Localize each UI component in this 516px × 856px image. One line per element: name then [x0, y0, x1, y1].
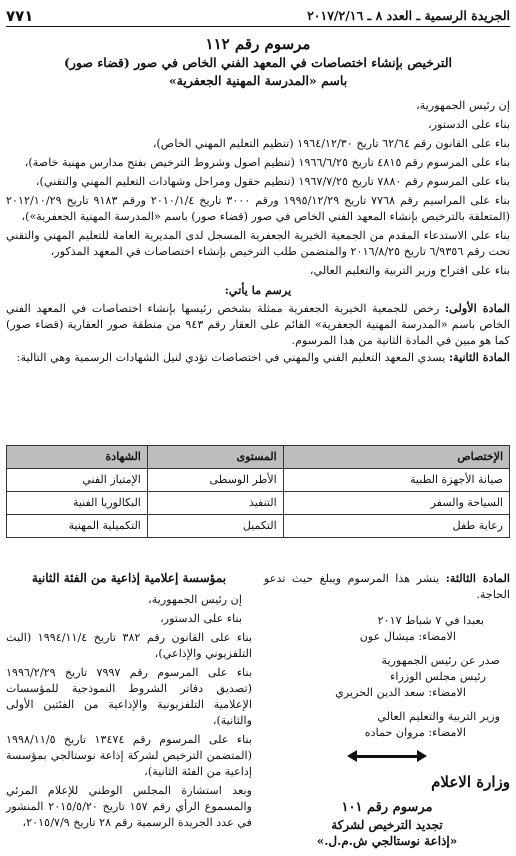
issued-by-president: صدر عن رئيس الجمهورية: [381, 654, 500, 667]
decree-101-title: تجديد الترخيص لشركة: [331, 818, 443, 832]
preamble-line: بناء على المراسيم رقم ٧٧٦٨ تاريخ ١٩٩٥/١٢/٢٩ ورقم ٣٠٠٠ تاريخ ٢٠١٠/١/٤ ورقم ٩١٨٣ تاريخ ٢٠١٢/١٠/٢٩ (المتعلقة بالترخيص بإنشاء المعهد الفني الخاص في صور (قضاء صور) باسم «المدرسة المهنية الجعفرية»)،: [6, 194, 511, 223]
table-cell: التكميل: [147, 515, 283, 538]
table-cell: الأطر الوسطى: [147, 469, 283, 492]
column-header-certificate: الشهادة: [7, 446, 148, 469]
article-3-label: المادة الثالثة:: [445, 571, 510, 585]
table-row: [7, 515, 510, 538]
divider-arrow-right: [417, 750, 427, 762]
preamble-line: وبعد استشارة المجلس الوطني للإعلام المرئي والمسموع الرأي رقم ١٥٧ تاريخ ٢٠١٥/٥/٢٠ المنشور في عدد الجريدة الرسمية رقم ٢٨ تاريخ ٢٠١٥/٧/٩،: [6, 784, 252, 829]
divider-bar: [357, 755, 417, 758]
table-header-row: [7, 446, 510, 469]
signature-minister: الامضاء: مروان حماده: [364, 726, 466, 739]
section-divider: [264, 747, 510, 765]
page-number: ٧٧١: [6, 7, 34, 25]
preamble-line: بناء على المرسوم رقم ٤٨١٥ تاريخ ١٩٦٦/٦/٢٥ (تنظيم اصول وشروط الترخيص بفتح مدارس مهنية خاصة)،: [24, 156, 510, 169]
decree-number: مرسوم رقم ١١٢: [205, 35, 311, 53]
table-cell: التكميلية المهنية: [7, 515, 148, 538]
article-1: [6, 300, 510, 349]
decree-101-title-line2: «إذاعة نوستالجي ش.م.ل.»: [316, 834, 458, 848]
decree-title-line2: باسم «المدرسة المهنية الجعفرية»: [168, 73, 348, 88]
article-3-text: ينشر هذا المرسوم ويبلغ حيث تدعو الحاجة.: [264, 572, 510, 601]
preamble-line: بناء على القانون رقم ٦٢/٦٤ تاريخ ١٩٦٤/١٢/٣٠ (تنظيم التعليم المهني الخاص)،: [152, 137, 510, 150]
decree-101-title-line3: بمؤسسة إعلامية إذاعية من الفئة الثانية: [31, 571, 227, 585]
decree-112: [6, 34, 510, 366]
table-cell: صيانة الأجهزة الطبية: [283, 469, 509, 492]
preamble-line: إن رئيس الجمهورية،: [416, 99, 510, 112]
preamble-line: بناء على اقتراح وزير التربية والتعليم العالي،: [309, 264, 510, 277]
signature-president: الامضاء: ميشال عون: [359, 630, 456, 643]
column-header-level: المستوى: [147, 446, 283, 469]
preamble-line: بناء على المرسوم رقم ٧٩٩٧ تاريخ ١٩٩٦/٢/٢٩ (تصديق دفاتر الشروط النموذجية للمؤسسات الإعلامية التلفزيونية والإذاعية من الفئتين الأولى والثانية)،: [6, 666, 252, 727]
gazette-title: الجريدة الرسمية ـ العدد ٨ ـ ٢٠١٧/٢/١٦: [307, 8, 510, 23]
table-row: [7, 469, 510, 492]
page-header: [6, 6, 510, 27]
preamble-line: بناء على المرسوم رقم ١٣٤٧٤ تاريخ ١٩٩٨/١١/٥ (المتضمن الترخيص لشركة إذاعة نوستالجي بمؤسسة إذاعية من الفئة الثانية)،: [6, 733, 252, 778]
table-row: [7, 492, 510, 515]
right-column: [264, 570, 510, 849]
left-column: [6, 570, 252, 834]
article-2-text: يسدي المعهد التعليم الفني والمهني في اختصاصات تؤدي لنيل الشهادات الرسمية وهي التالية:: [16, 351, 449, 364]
preamble-line: بناء على القانون رقم ٣٨٢ تاريخ ١٩٩٤/١١/٤ (البث التلفزيوني والإذاعي)،: [6, 631, 252, 660]
table-cell: رعاية طفل: [283, 515, 509, 538]
table-cell: البكالوريا الفنية: [7, 492, 148, 515]
column-header-specialization: الإختصاص: [283, 446, 509, 469]
table-cell: الإمتياز الفني: [7, 469, 148, 492]
specializations-table: [6, 445, 510, 538]
preamble-line: بناء على الدستور،: [428, 118, 510, 131]
table-cell: السياحة والسفر: [283, 492, 509, 515]
table-cell: التنفيذ: [147, 492, 283, 515]
signature-prime-minister: الامضاء: سعد الدين الحريري: [335, 686, 466, 699]
article-2: [6, 349, 510, 366]
ministry-heading: وزارة الاعلام: [431, 773, 510, 791]
article-1-text: رخص للجمعية الخيرية الجعفرية ممثلة بشخص رئيسها بإنشاء اختصاصات في المعهد الفني الخاص باسم «المدرسة المهنية الجعفرية» القائم على العقار رقم ٩٤٣ من منطقة صور العقارية (قضاء صور) كما هو مبين في المادة الثانية من هذا المرسوم.: [6, 302, 510, 347]
preamble-line: بناء على الاستدعاء المقدم من الجمعية الخيرية الجعفرية المسجل لدى المديرية العامة للتعليم المهني والتقني تحت رقم ٦/٩٣٥٦ تاريخ ٢٠١٦/٨/٢٥ والمتضمن طلب الترخيص بإنشاء اختصاصات في المعهد المذكور،: [6, 229, 510, 258]
issued-place-date: بعبدا في ٧ شباط ٢٠١٧: [377, 614, 484, 627]
article-1-label: المادة الأولى:: [445, 301, 510, 315]
preamble-line: بناء على المرسوم رقم ٧٨٨٠ تاريخ ١٩٦٧/٧/٢٥ (تنظيم حقول ومراحل وشهادات التعليم المهني والتقني)،: [35, 175, 510, 188]
decrees-line: يرسم ما يأتي:: [224, 283, 292, 297]
article-2-label: المادة الثانية:: [448, 350, 510, 364]
minister-title: وزير التربية والتعليم العالي: [377, 710, 500, 723]
article-3: [264, 570, 510, 603]
preamble-line: بناء على الدستور،: [160, 612, 242, 625]
divider-arrow-left: [347, 750, 357, 762]
prime-minister-title: رئيس مجلس الوزراء: [390, 670, 486, 683]
decree-101-number: مرسوم رقم ١٠١: [341, 800, 433, 815]
decree-title: الترخيص بإنشاء اختصاصات في المعهد الفني الخاص في صور (قضاء صور): [64, 55, 452, 70]
preamble-line: إن رئيس الجمهورية،: [148, 593, 242, 606]
